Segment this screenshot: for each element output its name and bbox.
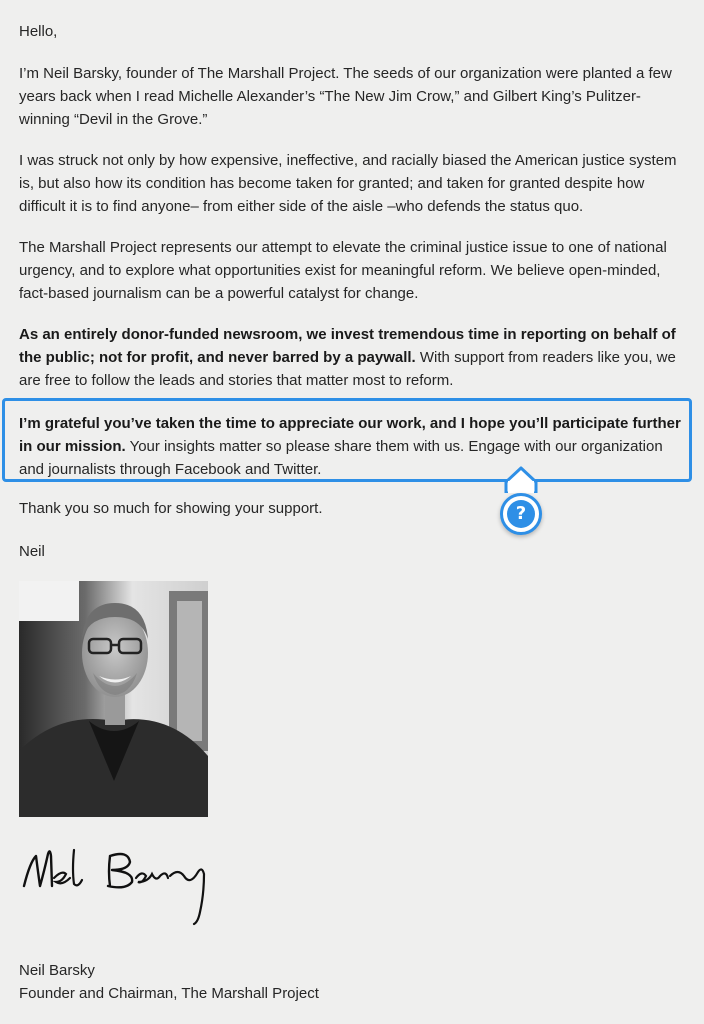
first-name: Neil — [19, 543, 45, 560]
greeting: Hello, — [19, 23, 58, 40]
paragraph-donor-funded-rest: With support from readers like you, we are free to follow the leads and stories that matter most to reform. — [19, 349, 676, 389]
handwritten-signature — [18, 842, 218, 927]
paragraph-intro: I’m Neil Barsky, founder of The Marshall Project. The seeds of our organization were planted a few years back when I read Michelle Alexander’s “The New Jim Crow,” and Gilbert King’s Pulitzer-winning “Devil in the Grove.” — [19, 65, 672, 128]
paragraph-grateful-bold: I’m grateful you’ve taken the time to appreciate our work, and I hope you’ll participate further in our mission. — [19, 415, 681, 455]
signoff-name: Neil Barsky — [19, 962, 95, 979]
thanks-line: Thank you so much for showing your support. — [19, 500, 323, 517]
paragraph-mission: The Marshall Project represents our attempt to elevate the criminal justice issue to one of national urgency, and to explore what opportunities exist for meaningful reform. We believe open-minded, fact-based journalism can be a powerful catalyst for change. — [19, 239, 667, 302]
paragraph-grateful-rest: Your insights matter so please share them with us. Engage with our organization and journalists through Facebook and Twitter. — [19, 438, 663, 478]
help-button[interactable] — [500, 493, 542, 535]
tooltip-stem — [502, 465, 540, 493]
paragraph-donor-funded-bold: As an entirely donor-funded newsroom, we invest tremendous time in reporting on behalf of the public; not for profit, and never barred by a paywall. — [19, 326, 676, 366]
portrait-photo — [19, 581, 208, 817]
paragraph-grateful — [19, 412, 684, 481]
question-mark-icon: ? — [507, 500, 535, 528]
paragraph-justice-system: I was struck not only by how expensive, ineffective, and racially biased the American justice system is, but also how its condition has become taken for granted; and taken for granted despite how difficult it is to find anyone– from either side of the aisle –who defends the status quo. — [19, 152, 677, 215]
paragraph-donor-funded — [19, 323, 684, 392]
signoff-title: Founder and Chairman, The Marshall Project — [19, 985, 319, 1002]
